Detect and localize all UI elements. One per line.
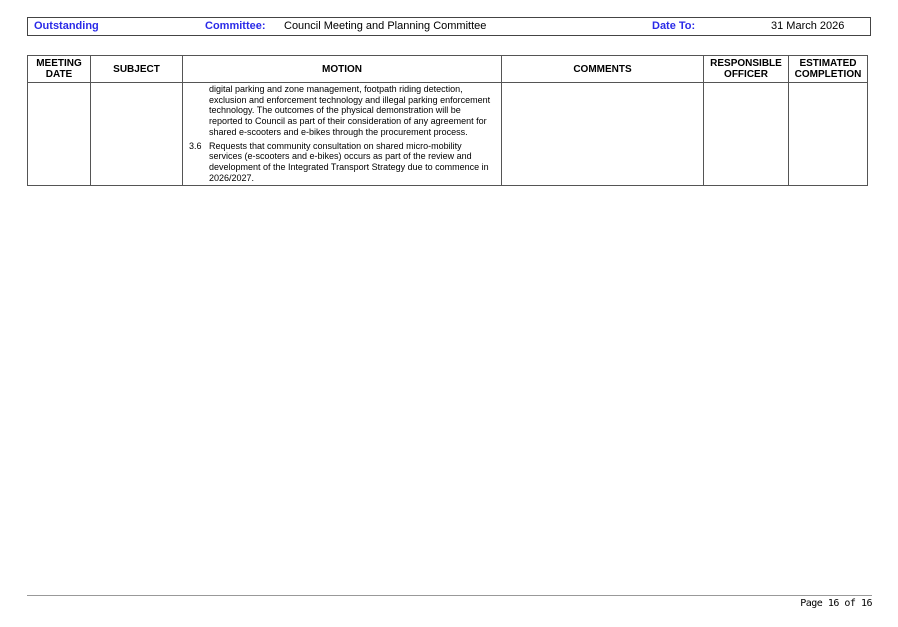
motion-item	[189, 141, 495, 184]
page-number: Page 16 of 16	[800, 598, 872, 609]
cell-comments	[502, 83, 704, 186]
cell-responsible-officer	[704, 83, 789, 186]
date-to-label: Date To:	[652, 20, 696, 32]
cell-motion	[183, 83, 502, 186]
cell-subject	[91, 83, 183, 186]
cell-estimated-completion	[789, 83, 868, 186]
motion-continuation-text: digital parking and zone management, footpath riding detection, exclusion and enforcement technology and illegal parking enforcement technology. The outcomes of the physical demonstration will be reported to Council as part of their consideration of any agreement for shared e-scooters and e-bikes through the procurement process.	[209, 84, 491, 137]
header-bar	[27, 17, 871, 36]
date-to-value: 31 March 2026	[771, 20, 845, 32]
footer-divider	[27, 595, 872, 596]
column-header-motion: MOTION	[183, 56, 502, 83]
column-header-estimated-completion: ESTIMATED COMPLETION	[789, 56, 868, 83]
table-header-row	[28, 56, 868, 83]
table-row	[28, 83, 868, 186]
committee-value: Council Meeting and Planning Committee	[284, 20, 487, 32]
committee-label: Committee:	[205, 20, 266, 32]
status-label: Outstanding	[34, 20, 99, 32]
column-header-comments: COMMENTS	[502, 56, 704, 83]
column-header-subject: SUBJECT	[91, 56, 183, 83]
motion-item-text: Requests that community consultation on shared micro-mobility services (e-scooters and e-bikes) occurs as part of the review and development of the Integrated Transport Strategy due to commence in 2026/2027.	[209, 140, 489, 183]
actions-table	[27, 55, 868, 186]
column-header-meeting-date: MEETING DATE	[28, 56, 91, 83]
cell-meeting-date	[28, 83, 91, 186]
motion-item-number: 3.6	[189, 140, 202, 151]
column-header-responsible-officer: RESPONSIBLE OFFICER	[704, 56, 789, 83]
